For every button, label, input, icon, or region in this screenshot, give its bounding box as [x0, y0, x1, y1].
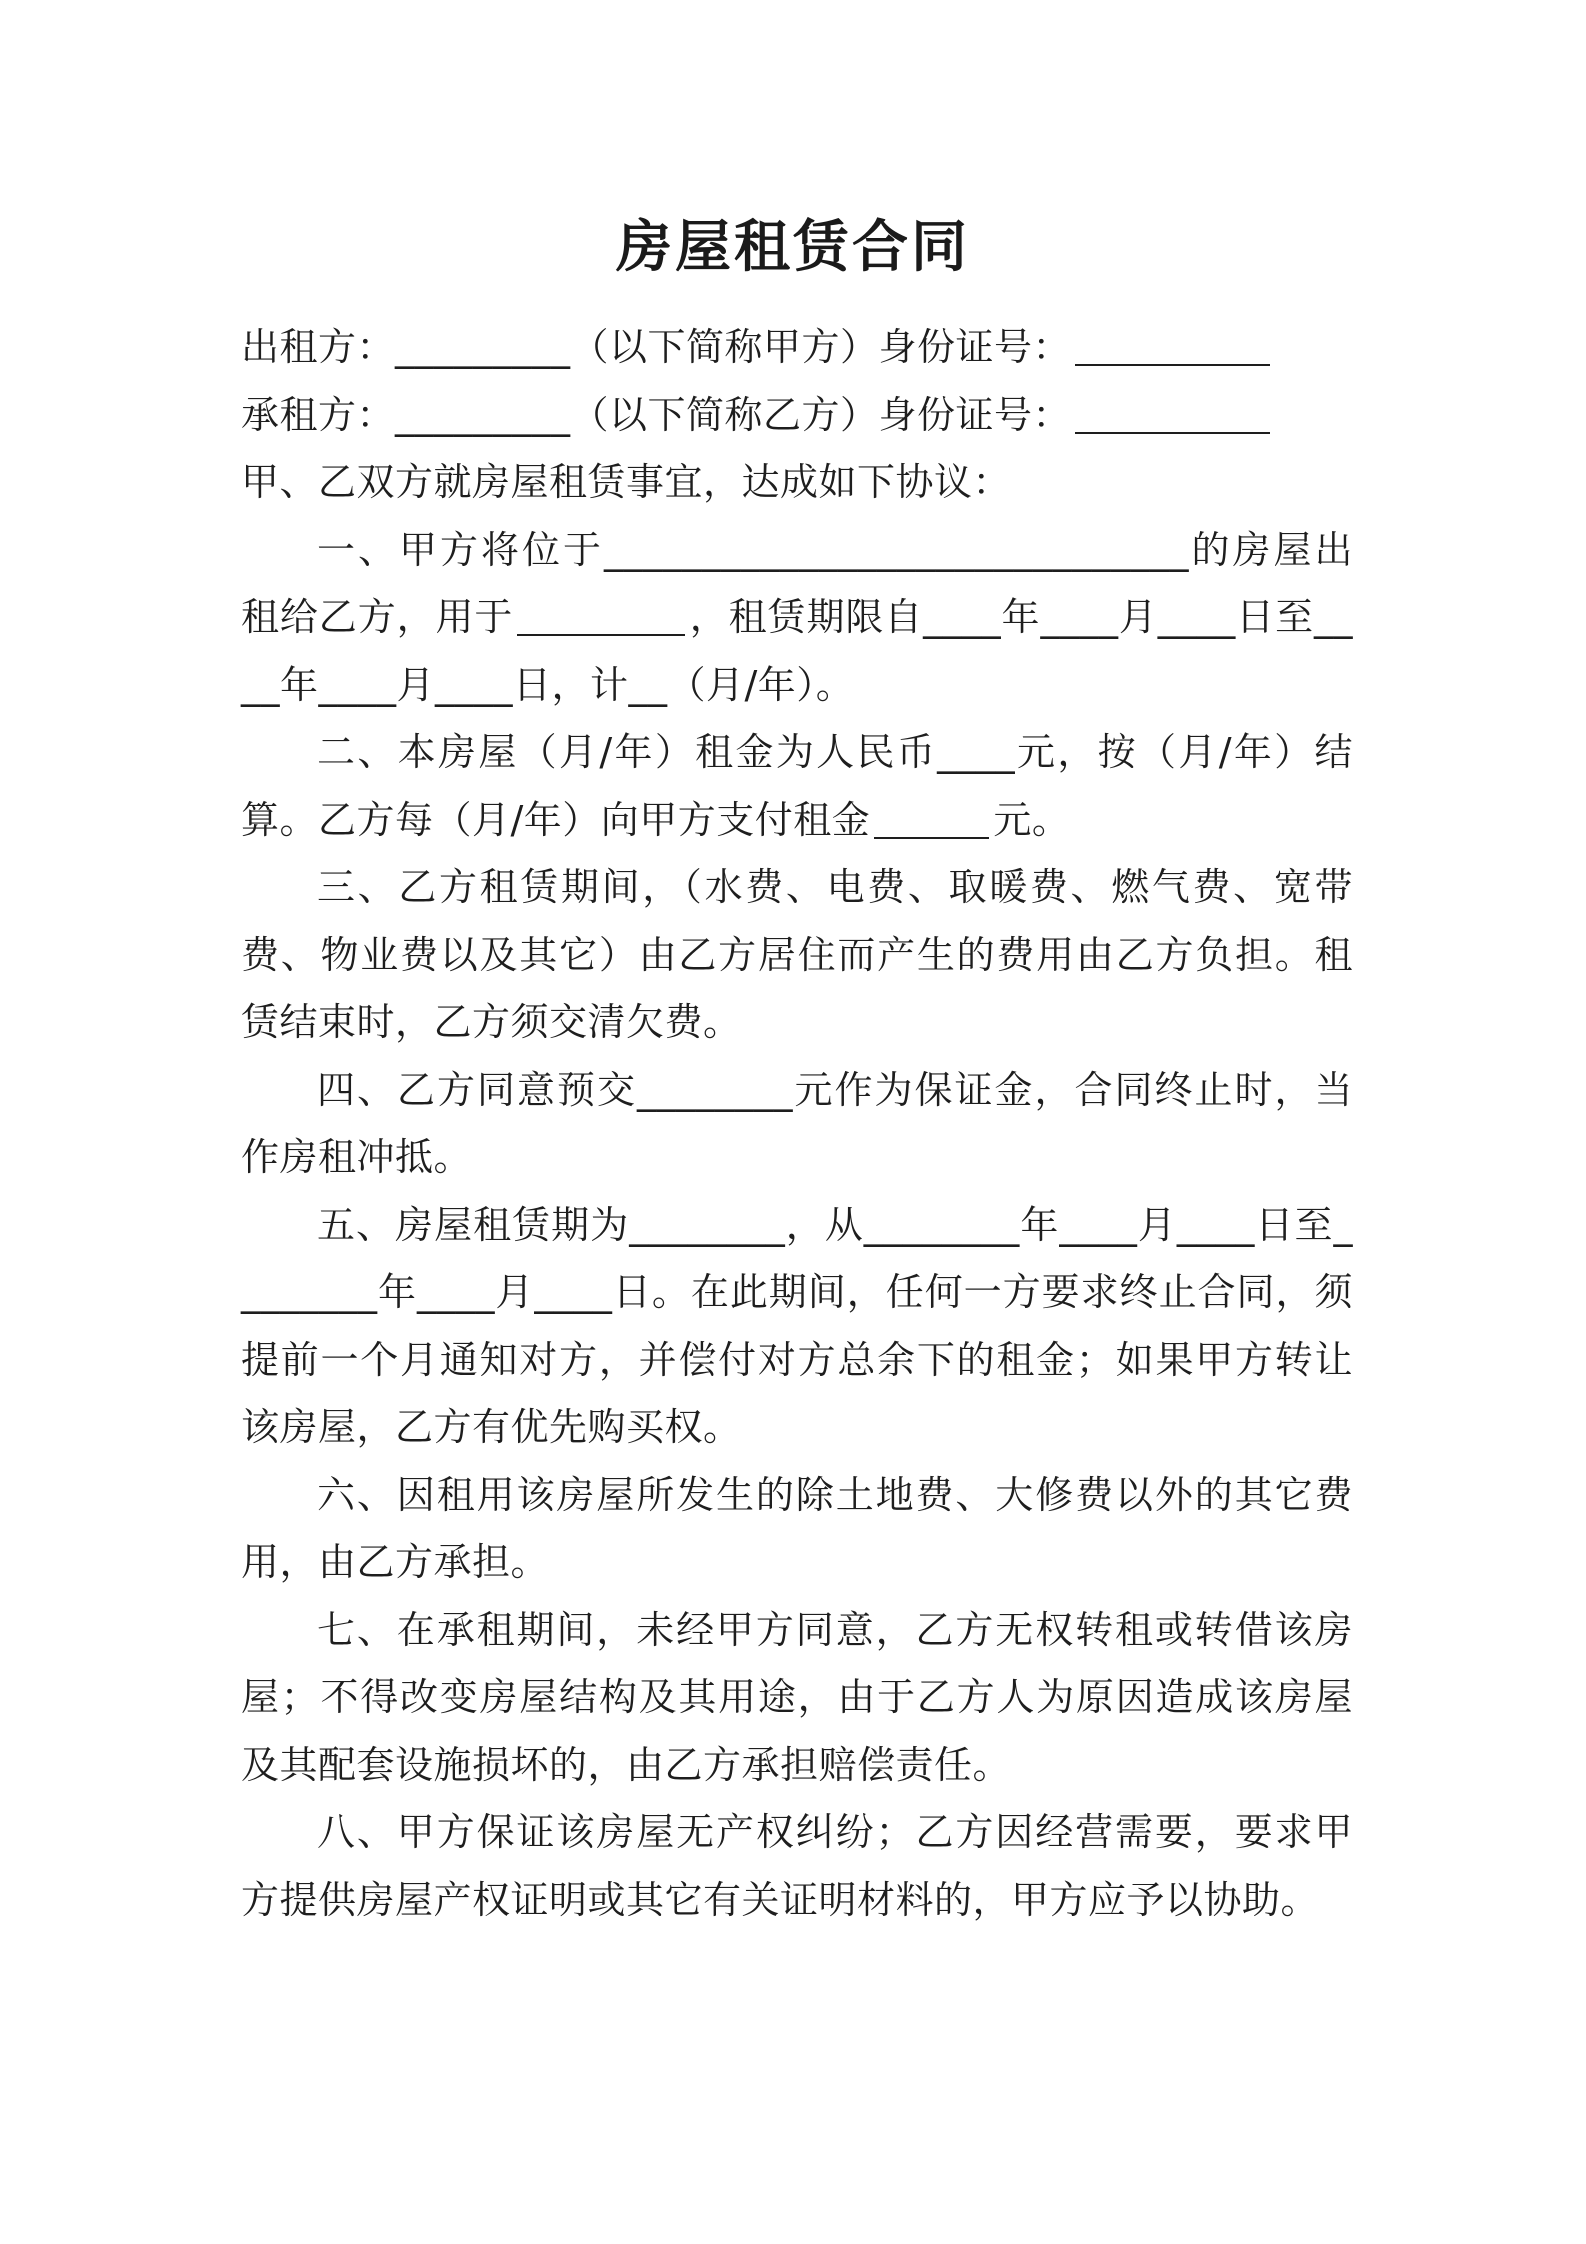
- document-title: 房屋租赁合同: [616, 215, 970, 280]
- lessor-label: 出租方：_________（以下简称甲方）身份证号：: [241, 325, 1072, 369]
- clause-4: 四、乙方同意预交________元作为保证金，合同终止时，当作房租冲抵。: [241, 1067, 1353, 1179]
- clause-1-text-b: ，租赁期限自____年____月____日至____年____月____日，计__（月/年）。: [241, 595, 1353, 707]
- clause-5: 五、房屋租赁期为________，从________年____月____日至________年____月____日。在此期间，任何一方要求终止合同，须提前一个月通知对方，并偿付对方总余下的租金；如果甲方转让该房屋，乙方有优先购买权。: [241, 1202, 1353, 1449]
- lessee-label: 承租方：_________（以下简称乙方）身份证号：: [241, 392, 1072, 437]
- clause-3: 三、乙方租赁期间，（水费、电费、取暖费、燃气费、宽带费、物业费以及其它）由乙方居住而产生的费用由乙方负担。租赁结束时，乙方须交清欠费。: [241, 865, 1353, 1044]
- clause-2: [241, 719, 1353, 854]
- usage-blank: [517, 596, 685, 636]
- clause-2-text-a: 二、本房屋（月/年）租金为人民币____元，按（月/年）结算。乙方每（月/年）向甲方支付租金: [241, 730, 1353, 842]
- clause-7: 七、在承租期间，未经甲方同意，乙方无权转租或转借该房屋；不得改变房屋结构及其用途，由于乙方人为原因造成该房屋及其配套设施损坏的，由乙方承担赔偿责任。: [241, 1607, 1353, 1787]
- lessor-line: [241, 314, 1353, 382]
- clause-6: 六、因租用该房屋所发生的除土地费、大修费以外的其它费用，由乙方承担。: [241, 1472, 1353, 1584]
- clause-1: [241, 517, 1353, 720]
- lessor-id-blank: [1075, 326, 1270, 366]
- clause-2-text-b: 元。: [993, 797, 1071, 842]
- intro-line: 甲、乙双方就房屋租赁事宜，达成如下协议：: [241, 460, 1012, 504]
- lessee-line: [241, 382, 1353, 450]
- rent-amount-blank: [874, 799, 989, 839]
- contract-body: [241, 314, 1353, 1934]
- clause-8: 八、甲方保证该房屋无产权纠纷；乙方因经营需要，要求甲方提供房屋产权证明或其它有关证明材料的，甲方应予以协助。: [241, 1810, 1353, 1922]
- clause-1-text-a: 一、甲方将位于______________________________的房屋出租给乙方，用于: [241, 527, 1353, 639]
- lessee-id-blank: [1075, 394, 1270, 434]
